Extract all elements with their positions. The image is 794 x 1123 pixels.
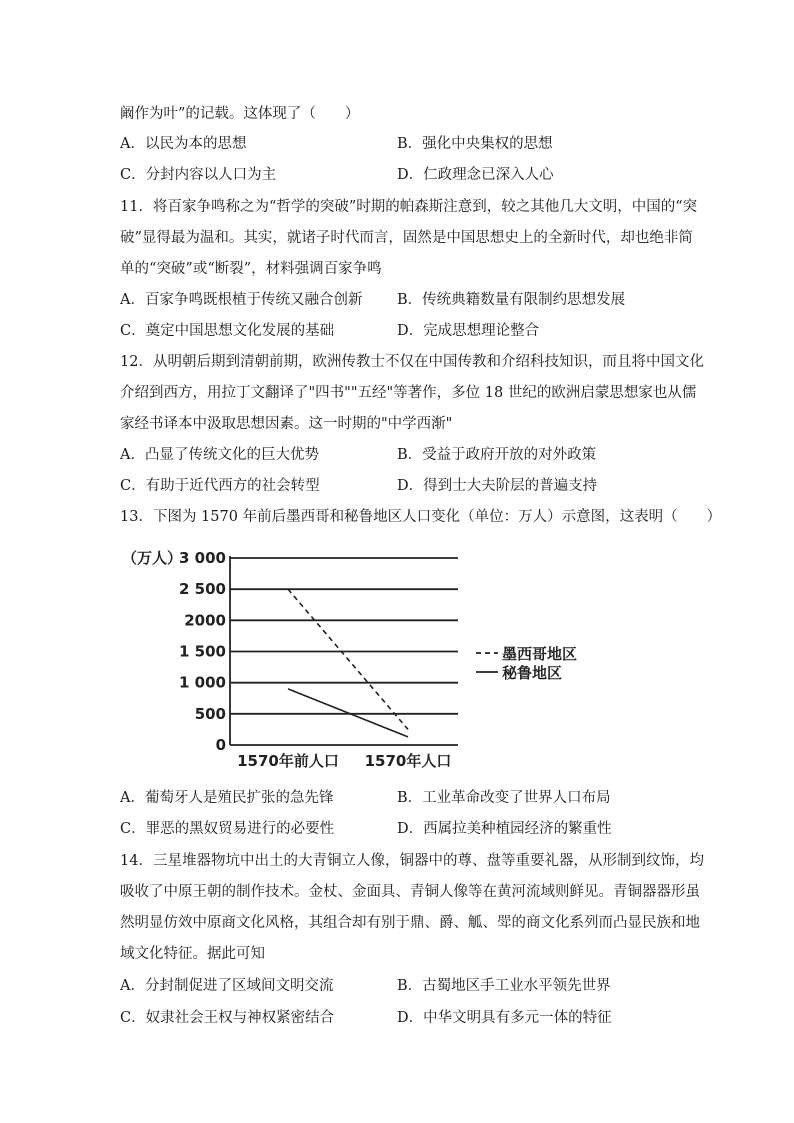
chart-grid xyxy=(230,558,458,714)
chart-x-axis xyxy=(230,745,458,770)
q11-option-c[interactable]: C．奠定中国思想文化发展的基础 xyxy=(120,323,335,339)
q11-option-a[interactable]: A．百家争鸣既根植于传统又融合创新 xyxy=(120,292,363,308)
q12-option-a[interactable]: A．凸显了传统文化的巨大优势 xyxy=(120,447,319,463)
q10-option-b[interactable]: B．强化中央集权的思想 xyxy=(397,136,553,152)
q12-text-line: 介绍到西方，用拉丁文翻译了"四书""五经"等著作，多位 18 世纪的欧洲启蒙思想家也从儒 xyxy=(120,385,697,401)
q14-text-line: 14．三星堆器物坑中出土的大青铜立人像，铜器中的尊、盘等重要礼器，从形制到纹饰，均 xyxy=(120,853,704,869)
q13-option-a[interactable]: A．葡萄牙人是殖民扩张的急先锋 xyxy=(120,790,334,806)
q10-option-a[interactable]: A．以民为本的思想 xyxy=(120,136,247,152)
q10-option-c[interactable]: C．分封内容以人口为主 xyxy=(120,167,277,183)
q12-text-line: 家经书译本中汲取思想因素。这一时期的"中学西渐" xyxy=(120,416,453,432)
x-tick-label: 1570年前人口 xyxy=(237,752,339,770)
y-tick-label: 500 xyxy=(194,704,226,723)
q14-option-b[interactable]: B．古蜀地区手工业水平领先世界 xyxy=(397,978,611,994)
y-tick-label: 0 xyxy=(215,736,226,754)
population-line-chart xyxy=(118,542,598,778)
q13-option-c[interactable]: C．罪恶的黑奴贸易进行的必要性 xyxy=(120,821,335,837)
chart-legend xyxy=(476,645,577,682)
q14-text-line: 然明显仿效中原商文化风格，其组合却有别于鼎、爵、觚、斝的商文化系列而凸显民族和地 xyxy=(120,915,700,931)
q14-text-line: 域文化特征。据此可知 xyxy=(120,946,265,962)
q11-text-line: 破”显得最为温和。其实，就诸子时代而言，固然是中国思想史上的全新时代，却也绝非简 xyxy=(120,230,693,246)
series-line xyxy=(288,589,408,729)
q11-option-d[interactable]: D．完成思想理论整合 xyxy=(397,323,540,339)
q14-text-line: 吸收了中原王朝的制作技术。金杖、金面具、青铜人像等在黄河流域则鲜见。青铜器器形虽 xyxy=(120,884,700,900)
y-tick-label: 3 000 xyxy=(179,549,226,567)
y-tick-label: 2000 xyxy=(184,611,226,630)
legend-label: 秘鲁地区 xyxy=(502,664,563,682)
y-tick-label: 1 000 xyxy=(179,673,226,692)
q11-text-line: 11．将百家争鸣称之为“哲学的突破”时期的帕森斯注意到，较之其他几大文明，中国的“突 xyxy=(120,199,698,215)
q10-option-d[interactable]: D．仁政理念已深入人心 xyxy=(397,167,554,183)
chart-series xyxy=(288,589,408,737)
q13-text-line: 13．下图为 1570 年前后墨西哥和秘鲁地区人口变化（单位：万人）示意图，这表明（ ） xyxy=(120,509,722,525)
y-tick-label: 2 500 xyxy=(179,580,226,599)
y-axis-unit-label: （万人） xyxy=(122,549,183,567)
q14-option-a[interactable]: A．分封制促进了区域间文明交流 xyxy=(120,978,334,994)
q12-option-c[interactable]: C．有助于近代西方的社会转型 xyxy=(120,478,320,494)
q13-option-d[interactable]: D．西属拉美种植园经济的繁重性 xyxy=(397,821,612,837)
q14-option-d[interactable]: D．中华文明具有多元一体的特征 xyxy=(397,1010,612,1026)
q12-option-d[interactable]: D．得到士大夫阶层的普遍支持 xyxy=(397,478,598,494)
y-tick-label: 1 500 xyxy=(179,642,226,661)
q12-option-b[interactable]: B．受益于政府开放的对外政策 xyxy=(397,447,597,463)
q11-option-b[interactable]: B．传统典籍数量有限制约思想发展 xyxy=(397,292,626,308)
legend-label: 墨西哥地区 xyxy=(502,645,578,663)
q11-text-line: 单的“突破”或“断裂”，材料强调百家争鸣 xyxy=(120,261,382,277)
q12-text-line: 12．从明朝后期到清朝前期，欧洲传教士不仅在中国传教和介绍科技知识，而且将中国文化 xyxy=(120,354,704,370)
x-tick-label: 1570年人口 xyxy=(364,752,452,770)
q14-option-c[interactable]: C．奴隶社会王权与神权紧密结合 xyxy=(120,1010,335,1026)
series-line xyxy=(288,689,408,737)
q10-text: 阚作为叶”的记载。这体现了（ ） xyxy=(120,106,360,122)
q13-option-b[interactable]: B．工业革命改变了世界人口布局 xyxy=(397,790,611,806)
chart-y-axis xyxy=(122,549,230,754)
